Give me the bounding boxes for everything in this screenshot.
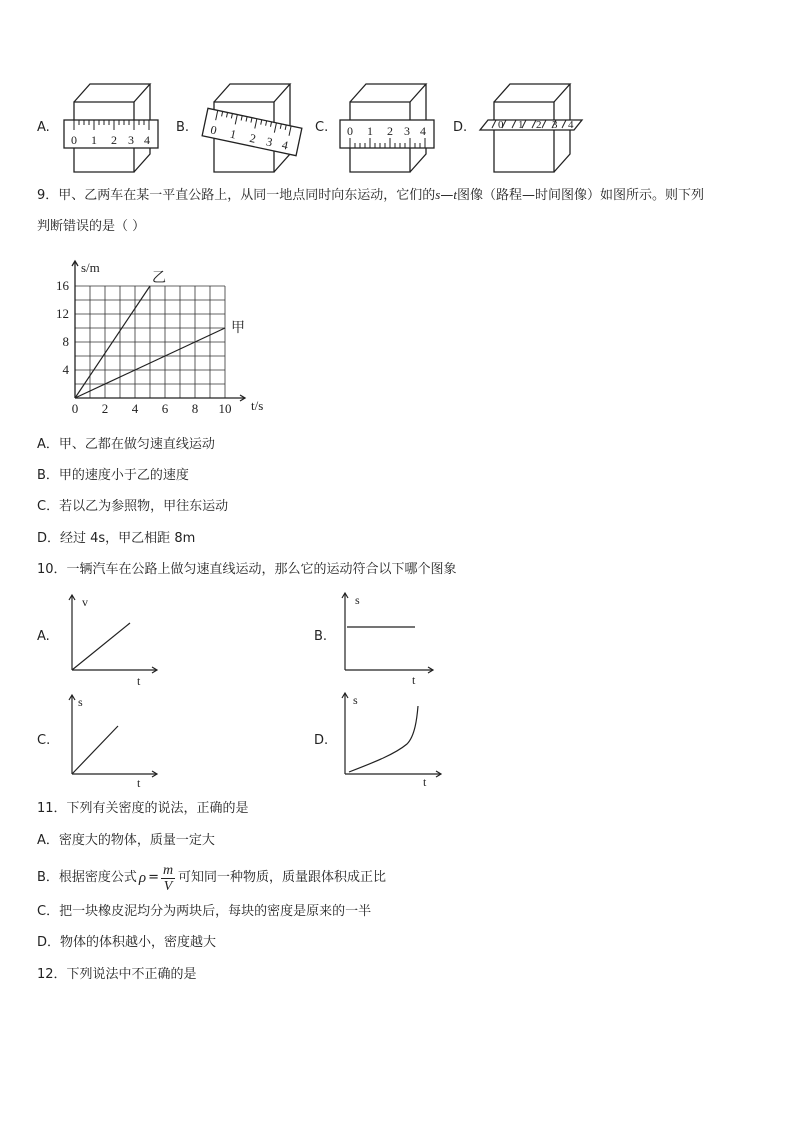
q11-formula-rho: ρ [138, 870, 147, 886]
q8a-tick-1: 1 [91, 133, 97, 147]
q8c-tick-1: 1 [367, 124, 373, 138]
q10-option-b-graph [335, 588, 440, 688]
q12-stem: 12．下列说法中不正确的是 [37, 967, 197, 982]
q9-option-d: D．经过 4s，甲乙相距 8m [37, 531, 196, 546]
q10b-ylabel: s [355, 593, 360, 607]
x-tick-label: 4 [131, 401, 139, 416]
q8d-tick-4: 4 [568, 119, 574, 131]
q8d-tick-2: 2 [536, 119, 542, 131]
q8b-tick-1: 1 [228, 126, 238, 142]
x-tick-label: 8 [191, 401, 199, 416]
q9-stem-dash: — [440, 188, 454, 203]
q11-stem: 11．下列有关密度的说法，正确的是 [37, 801, 249, 816]
q11-formula-numerator: m [162, 862, 174, 878]
series-label: 甲 [231, 321, 245, 336]
q9-option-b: B．甲的速度小于乙的速度 [37, 468, 189, 483]
q8-option-c-figure [338, 80, 438, 175]
q10-option-b-label: B. [314, 629, 328, 644]
q11-option-b-prefix: B．根据密度公式 [37, 870, 137, 885]
q9-s-t-chart [40, 255, 280, 420]
q10-option-c-label: C. [37, 733, 51, 748]
q10-option-c-graph [62, 690, 162, 790]
chart-x-axis-label: t/s [251, 398, 264, 413]
q8-option-b-figure [200, 80, 305, 175]
q10-option-d-label: D. [314, 733, 329, 748]
x-tick-label: 0 [71, 401, 79, 416]
q8c-tick-3: 3 [404, 124, 410, 138]
y-tick-label: 16 [56, 278, 69, 293]
q8-option-a-label: A. [37, 120, 50, 135]
x-tick-label: 2 [101, 401, 109, 416]
q11-formula-equals: = [148, 870, 160, 885]
chart-tick-labels [56, 278, 232, 416]
q11-option-b-suffix: 可知同一种物质，质量跟体积成正比 [178, 870, 387, 885]
q8-option-d-figure [476, 80, 586, 175]
q9-stem [37, 186, 704, 205]
series-label: 乙 [152, 271, 166, 286]
q8-option-d-label: D. [453, 120, 468, 135]
q8-option-a-figure [62, 80, 162, 175]
q9-stem-s: s [435, 187, 441, 202]
q11-option-b [37, 860, 386, 896]
q11-option-d: D．物体的体积越小，密度越大 [37, 935, 217, 950]
q8a-tick-4: 4 [144, 133, 150, 147]
chart-y-axis-label: s/m [81, 260, 100, 275]
q8a-tick-0: 0 [71, 133, 77, 147]
y-tick-label: 4 [62, 362, 69, 377]
q9-option-a: A．甲、乙都在做匀速直线运动 [37, 437, 215, 452]
y-tick-label: 8 [62, 334, 69, 349]
q8a-tick-3: 3 [128, 133, 134, 147]
q10d-xlabel: t [423, 775, 427, 789]
q8d-tick-0: 0 [498, 119, 504, 131]
q8-option-b-label: B. [176, 120, 190, 135]
q10-option-d-graph [335, 688, 447, 790]
q10-option-a-label: A. [37, 629, 50, 644]
q8b-tick-2: 2 [248, 130, 258, 146]
x-tick-label: 6 [161, 401, 169, 416]
q9-stem-line2: 判断错误的是（ ） [37, 219, 146, 234]
x-tick-label: 10 [218, 401, 232, 416]
q11-option-a: A．密度大的物体，质量一定大 [37, 833, 215, 848]
q8a-tick-2: 2 [111, 133, 117, 147]
q9-stem-t: t [453, 187, 457, 202]
q10c-ylabel: s [78, 695, 83, 709]
chart-grid [75, 286, 225, 398]
q8-option-c-label: C. [315, 120, 329, 135]
y-tick-label: 12 [56, 306, 69, 321]
q11-formula-denominator: V [163, 878, 173, 894]
q10a-ylabel: v [82, 595, 88, 609]
q11-option-c: C．把一块橡皮泥均分为两块后，每块的密度是原来的一半 [37, 904, 372, 919]
q9-stem-part1: 9．甲、乙两车在某一平直公路上，从同一地点同时向东运动，它们的 [37, 188, 436, 203]
q10-option-a-graph [62, 590, 162, 690]
q8d-tick-1: 1 [518, 119, 524, 131]
q8d-tick-3: 3 [552, 119, 558, 131]
q8c-tick-0: 0 [347, 124, 353, 138]
q10b-xlabel: t [412, 673, 416, 687]
q11-formula-fraction [161, 863, 175, 894]
q10c-xlabel: t [137, 776, 141, 790]
q8c-tick-4: 4 [420, 124, 426, 138]
q9-stem-part2: 图像（路程—时间图像）如图所示。则下列 [456, 188, 704, 203]
q10a-xlabel: t [137, 674, 141, 688]
q8b-tick-4: 4 [280, 137, 290, 153]
q10-stem: 10．一辆汽车在公路上做匀速直线运动，那么它的运动符合以下哪个图象 [37, 562, 457, 577]
chart-series [75, 271, 245, 398]
q8c-tick-2: 2 [387, 124, 393, 138]
q10d-ylabel: s [353, 693, 358, 707]
q9-option-c: C．若以乙为参照物，甲往东运动 [37, 499, 229, 514]
q8b-tick-3: 3 [264, 134, 274, 150]
q8b-tick-0: 0 [209, 122, 218, 138]
